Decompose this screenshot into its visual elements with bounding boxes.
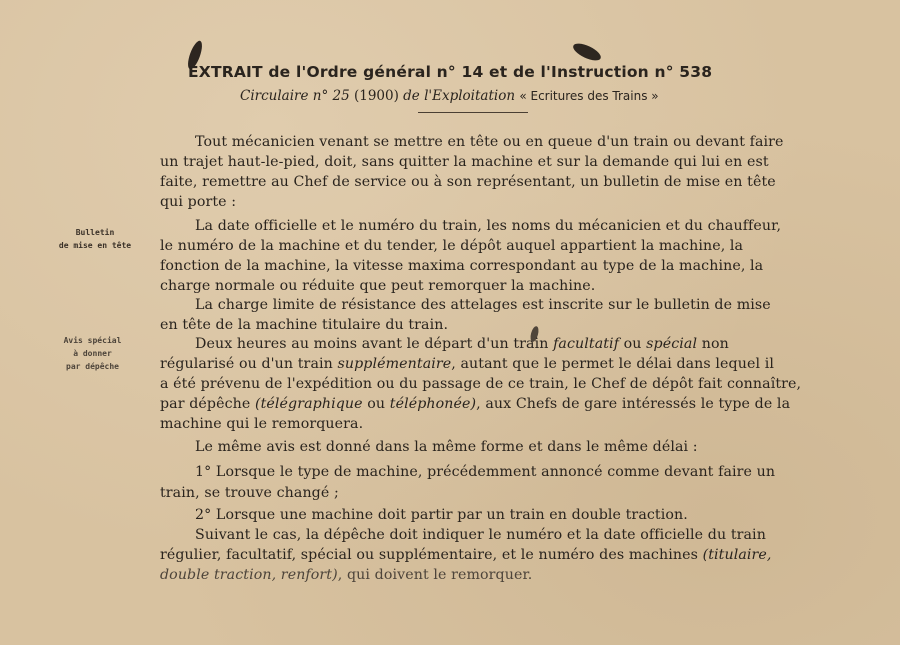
- body-line-14: [160, 394, 790, 415]
- body-line-13: a été prévenu de l'expédition ou du passage de ce train, le Chef de dépôt fait connaître,: [160, 376, 802, 392]
- body-line-16: Le même avis est donné dans la même forme et dans le même délai :: [195, 439, 698, 455]
- document-subtitle: [240, 88, 760, 104]
- title-divider: [418, 112, 528, 113]
- line12-part-c: , autant que le permet le délai dans lequel il: [451, 356, 774, 372]
- document-title: EXTRAIT de l'Ordre général n° 14 et de l'Instruction n° 538: [188, 63, 713, 81]
- body-line-18: train, se trouve changé ;: [160, 485, 339, 501]
- body-line-22: [160, 565, 532, 586]
- body-line-5: La date officielle et le numéro du train, les noms du mécanicien et du chauffeur,: [195, 218, 782, 234]
- line11-special: spécial: [646, 336, 698, 352]
- subtitle-circulaire: Circulaire n° 25: [240, 88, 354, 104]
- line12-supplementaire: supplémentaire: [337, 356, 452, 372]
- margin-note-bulletin-line1: Bulletin: [75, 228, 115, 237]
- margin-note-bulletin: [40, 226, 150, 252]
- body-line-15: machine qui le remorquera.: [160, 416, 364, 432]
- line12-part-a: régularisé ou d'un train: [160, 356, 338, 372]
- line21-titulaire: (titulaire,: [702, 547, 772, 563]
- body-line-3: faite, remettre au Chef de service ou à son représentant, un bulletin de mise en tête: [160, 174, 776, 190]
- line22-double-traction: double traction, renfort): [160, 567, 338, 583]
- line14-part-c: ou: [362, 396, 390, 412]
- line11-part-a: Deux heures au moins avant le départ d'un train: [195, 336, 554, 352]
- line11-part-e: non: [697, 336, 729, 352]
- body-line-4: qui porte :: [160, 194, 237, 210]
- line14-telegraphique: (télégraphique: [254, 396, 363, 412]
- body-line-1: Tout mécanicien venant se mettre en tête ou en queue d'un train ou devant faire: [195, 134, 784, 150]
- line14-telephonee: téléphonée): [389, 396, 477, 412]
- margin-note-avis: [45, 334, 140, 373]
- margin-note-avis-line1: Avis spécial: [63, 336, 122, 345]
- margin-note-avis-line2: à donner: [73, 349, 112, 358]
- body-line-21: [160, 545, 772, 566]
- line14-part-e: , aux Chefs de gare intéressés le type de la: [476, 396, 791, 412]
- body-line-6: le numéro de la machine et du tender, le dépôt auquel appartient la machine, la: [160, 238, 744, 254]
- body-line-8: charge normale ou réduite que peut remorquer la machine.: [160, 278, 596, 294]
- body-line-9: La charge limite de résistance des attelages est inscrite sur le bulletin de mise: [195, 297, 771, 313]
- subtitle-exploitation: de l'Exploitation: [398, 88, 520, 104]
- body-line-20: Suivant le cas, la dépêche doit indiquer le numéro et la date officielle du train: [195, 527, 766, 543]
- line22-part-b: , qui doivent le remorquer.: [337, 567, 533, 583]
- line11-part-c: ou: [619, 336, 647, 352]
- body-line-7: fonction de la machine, la vitesse maxima correspondant au type de la machine, la: [160, 258, 764, 274]
- line11-facultatif: facultatif: [553, 336, 620, 352]
- margin-note-avis-line3: par dépêche: [66, 362, 119, 371]
- body-line-2: un trajet haut-le-pied, doit, sans quitter la machine et sur la demande qui lui en est: [160, 154, 769, 170]
- body-line-12: [160, 354, 774, 375]
- subtitle-year: (1900): [353, 88, 399, 104]
- body-line-10: en tête de la machine titulaire du train.: [160, 317, 449, 333]
- body-line-19: 2° Lorsque une machine doit partir par un train en double traction.: [195, 507, 688, 523]
- body-line-17: 1° Lorsque le type de machine, précédemment annoncé comme devant faire un: [195, 464, 776, 480]
- line21-part-a: régulier, facultatif, spécial ou supplémentaire, et le numéro des machines: [160, 547, 703, 563]
- subtitle-ecritures: « Ecritures des Trains »: [519, 89, 659, 103]
- line14-part-a: par dépêche: [160, 396, 255, 412]
- body-line-11: [195, 334, 729, 355]
- margin-note-bulletin-line2: de mise en tête: [58, 241, 132, 250]
